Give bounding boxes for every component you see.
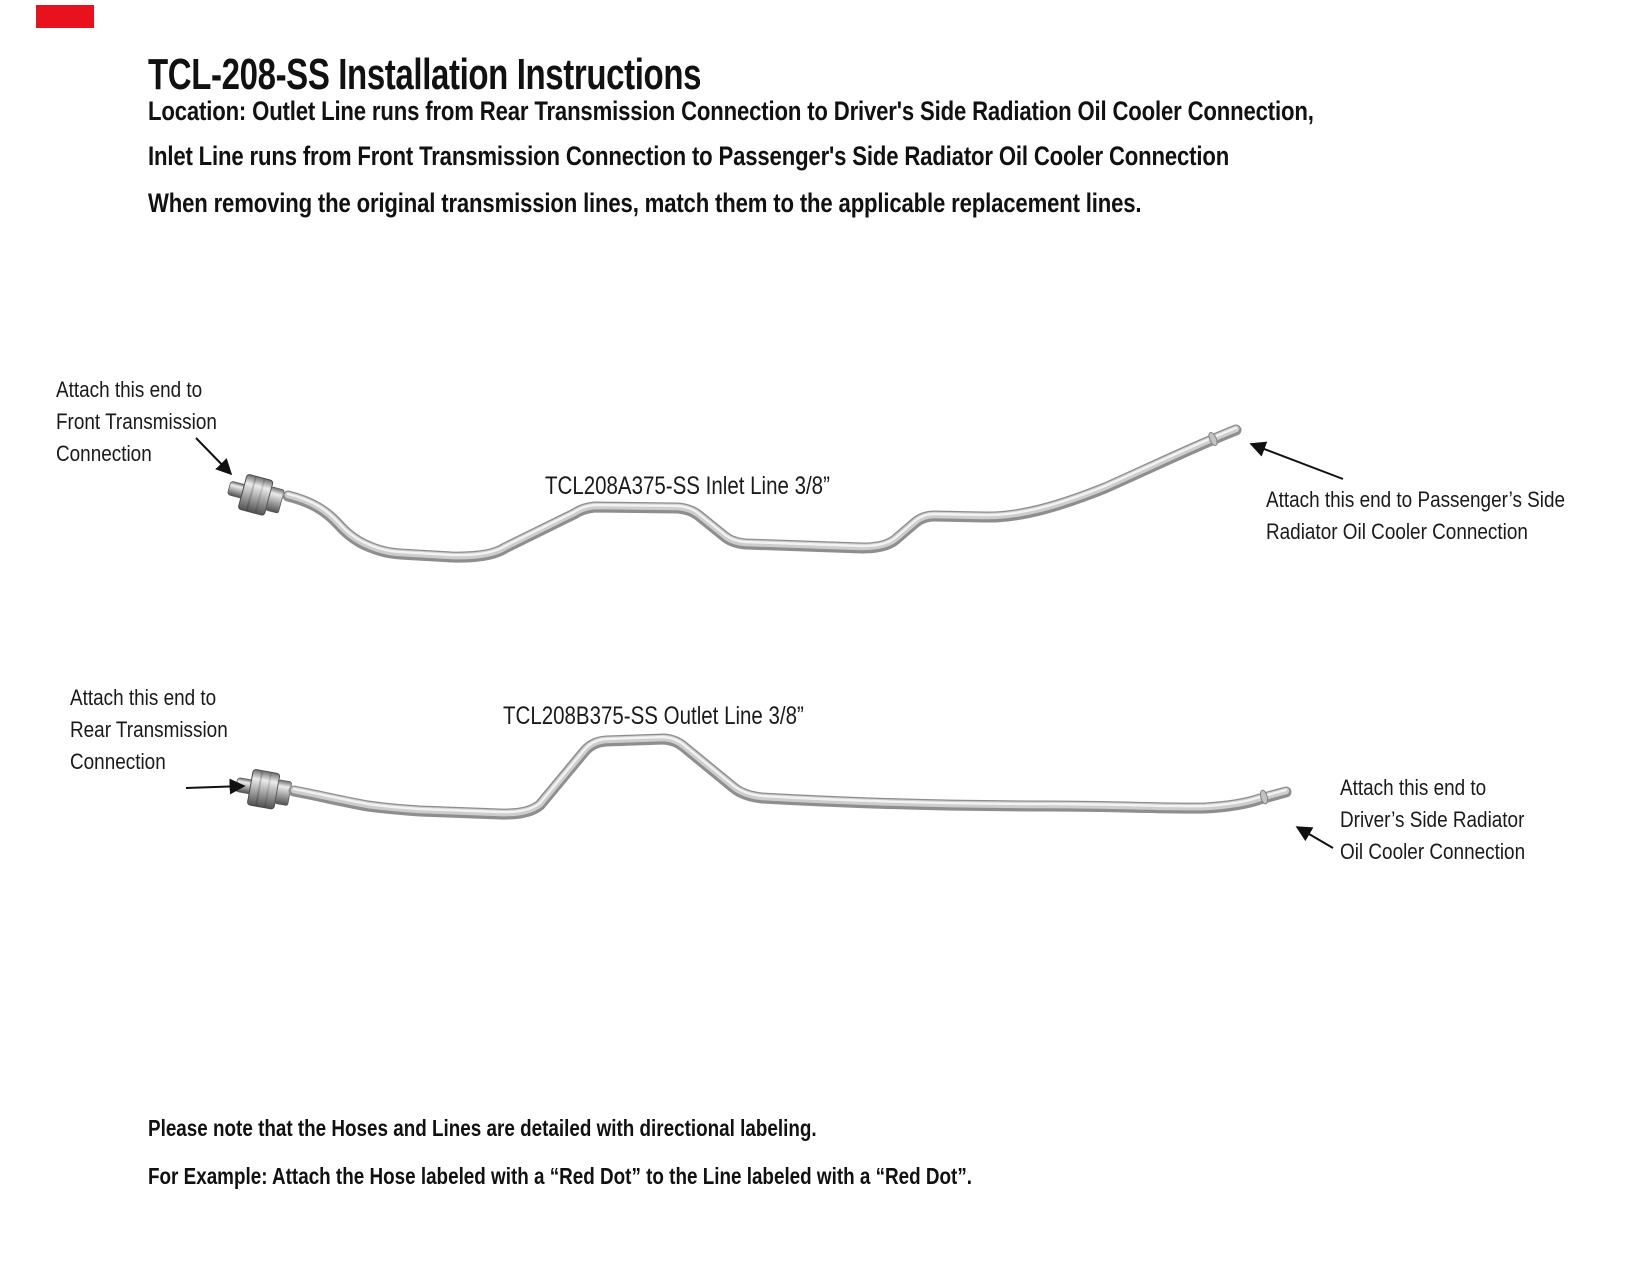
callout-line: Oil Cooler Connection (1340, 839, 1526, 864)
outlet-right-callout (1340, 772, 1555, 868)
callout-line: Driver’s Side Radiator (1340, 807, 1525, 832)
location-line-1: Location: Outlet Line runs from Rear Transmission Connection to Driver's Side Radiation Oil Cooler Connection, (148, 96, 1314, 126)
removal-note: When removing the original transmission lines, match them to the applicable replacement lines. (148, 188, 1142, 218)
location-line-2: Inlet Line runs from Front Transmission Connection to Passenger's Side Radiator Oil Cooler Connection (148, 141, 1230, 171)
callout-line: Connection (56, 441, 152, 466)
footer-note-1: Please note that the Hoses and Lines are detailed with directional labeling. (148, 1115, 817, 1141)
outlet-right-arrow (1297, 827, 1333, 848)
page-title: TCL-208-SS Installation Instructions (148, 50, 702, 99)
outlet-line-drawing (233, 737, 1286, 814)
inlet-fitting-nut (224, 470, 285, 519)
callout-line: Attach this end to Passenger’s Side (1266, 487, 1566, 512)
callout-line: Connection (70, 749, 166, 774)
inlet-right-callout (1266, 484, 1614, 548)
callout-line: Rear Transmission (70, 717, 228, 742)
outlet-left-arrow (186, 786, 244, 788)
inlet-right-arrow (1251, 444, 1343, 479)
callout-line: Attach this end to (56, 377, 203, 402)
outlet-part-label: TCL208B375-SS Outlet Line 3/8” (503, 702, 804, 730)
outlet-left-callout (70, 682, 253, 778)
footer-note-2: For Example: Attach the Hose labeled with a “Red Dot” to the Line labeled with a “Red Dot”. (148, 1163, 973, 1189)
callout-line: Front Transmission (56, 409, 217, 434)
callout-line: Attach this end to (70, 685, 217, 710)
callout-line: Attach this end to (1340, 775, 1487, 800)
inlet-left-callout (56, 374, 243, 470)
inlet-part-label: TCL208A375-SS Inlet Line 3/8” (545, 472, 830, 500)
callout-line: Radiator Oil Cooler Connection (1266, 519, 1528, 544)
